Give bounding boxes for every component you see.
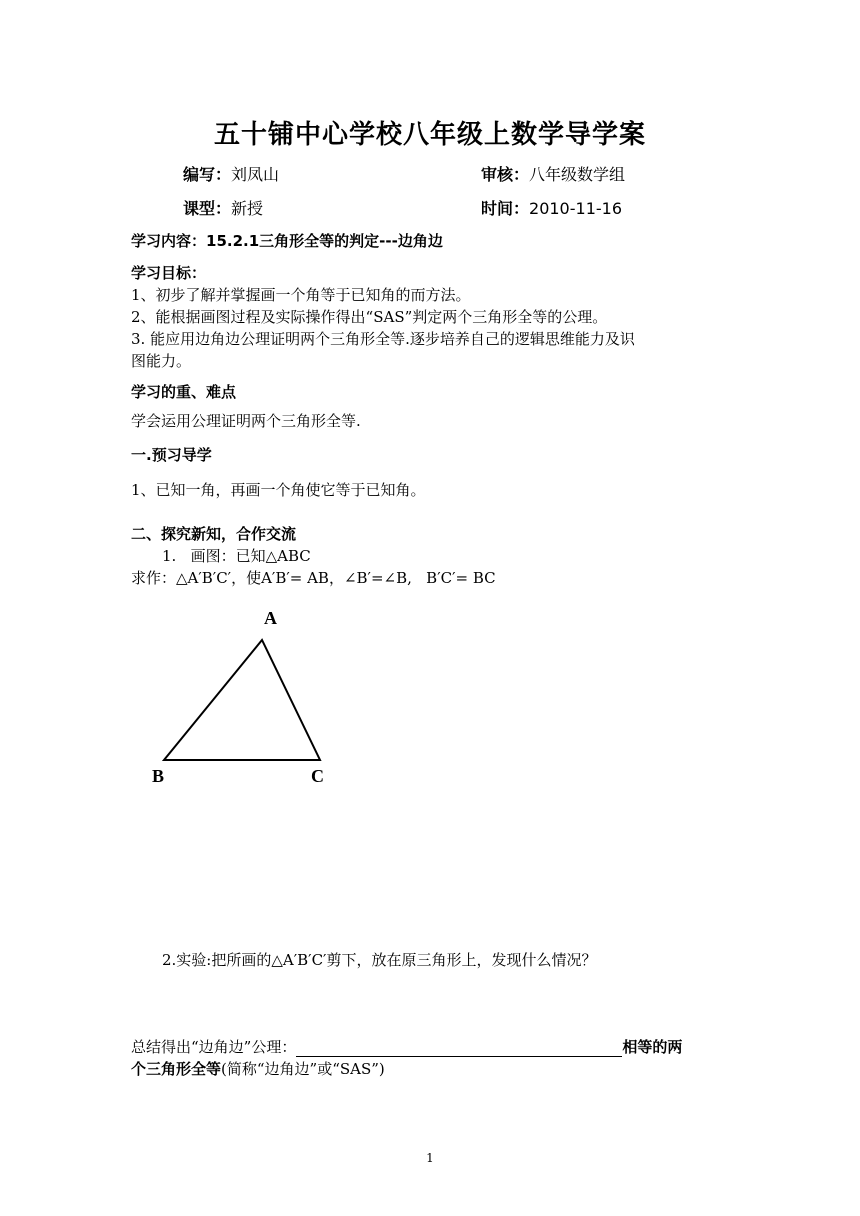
goal-item: 图能力。 bbox=[131, 352, 192, 370]
step2-text: 2.实验:把所画的△A′B′C′剪下，放在原三角形上，发现什么情况？ bbox=[162, 951, 597, 969]
triangle-abc bbox=[164, 640, 320, 760]
goal-item: 2、能根据画图过程及实际操作得出“SAS”判定两个三角形全等的公理。 bbox=[131, 308, 608, 326]
goals-heading: 学习目标： bbox=[131, 264, 207, 282]
key-points-text: 学会运用公理证明两个三角形全等. bbox=[131, 412, 361, 430]
reviewer-value: 八年级数学组 bbox=[529, 165, 626, 184]
step1-text: 1. 画图：已知△ABC bbox=[162, 547, 311, 565]
time-value: 2010-11-16 bbox=[529, 199, 622, 218]
content-value: 15.2.1三角形全等的判定---边角边 bbox=[206, 232, 443, 250]
key-points-heading: 学习的重、难点 bbox=[131, 383, 237, 401]
summary-suffix: 相等的两 bbox=[622, 1038, 683, 1056]
author-value: 刘凤山 bbox=[231, 165, 280, 184]
lesson-type-label: 课型： bbox=[183, 199, 232, 218]
summary-normal: (简称“边角边”或“SAS”) bbox=[221, 1060, 385, 1078]
section2-heading: 二、探究新知，合作交流 bbox=[131, 525, 297, 543]
author-label: 编写： bbox=[183, 165, 232, 184]
construct-task: 求作：△A′B′C′，使A′B′= AB，∠B′=∠B, B′C′= BC bbox=[131, 569, 496, 587]
section1-item: 1、已知一角，再画一个角使它等于已知角。 bbox=[131, 481, 426, 499]
vertex-label-c: C bbox=[311, 766, 324, 786]
page-number: 1 bbox=[426, 1151, 434, 1165]
summary-line-2 bbox=[131, 1058, 385, 1079]
vertex-label-a: A bbox=[264, 608, 277, 628]
lesson-type-value: 新授 bbox=[231, 199, 264, 218]
page-title: 五十铺中心学校八年级上数学导学案 bbox=[213, 120, 646, 150]
reviewer-label: 审核： bbox=[481, 165, 530, 184]
summary-prefix: 总结得出“边角边”公理： bbox=[131, 1038, 297, 1056]
summary-line-1 bbox=[131, 1036, 682, 1057]
summary-blank bbox=[296, 1040, 622, 1057]
section1-heading: 一.预习导学 bbox=[131, 446, 212, 464]
summary-bold: 个三角形全等 bbox=[131, 1060, 222, 1078]
vertex-label-b: B bbox=[152, 766, 165, 786]
goal-item: 1、初步了解并掌握画一个角等于已知角的而方法。 bbox=[131, 286, 471, 304]
goal-item: 3. 能应用边角边公理证明两个三角形全等.逐步培养自己的逻辑思维能力及识 bbox=[131, 330, 635, 348]
content-label: 学习内容： bbox=[131, 232, 207, 250]
time-label: 时间： bbox=[481, 199, 530, 218]
